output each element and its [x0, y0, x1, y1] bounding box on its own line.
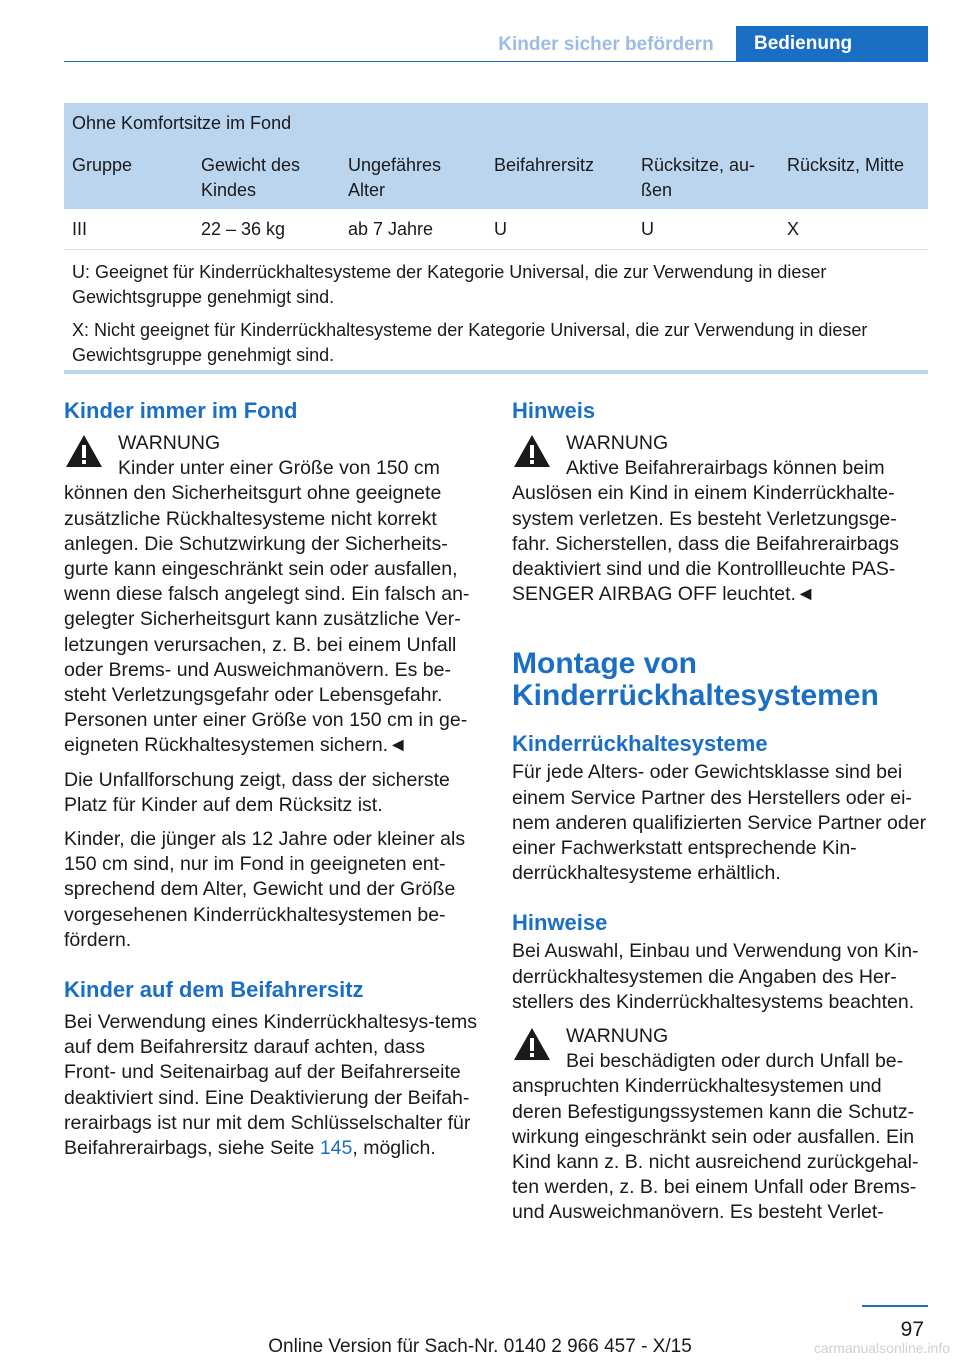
heading-hinweis: Hinweis: [512, 398, 596, 423]
page-reference-link[interactable]: 145: [319, 1137, 353, 1160]
footer-version: Online Version für Sach-Nr. 0140 2 966 457 - X/15: [268, 1336, 692, 1357]
table-caption: Ohne Komfortsitze im Fond: [64, 103, 928, 143]
heading-hinweise: Hinweise: [512, 910, 608, 936]
table-header-cell: Gruppe: [72, 155, 133, 175]
warning-text: Kinder unter einer Größe von 150 cm können den Sicherheitsgurt ohne geeignete zusätzliche Rückhaltesysteme nicht korrekt anlegen. Die Schutzwirkung der Sicherheits-gurte kann eingeschränkt sein oder ausfallen, wenn diese falsch angelegt sind. Ein falsch an-gelegter Sicherheitsgurt kann zusätzliche Ver-letzungen verursachen, z. B. bei einem Unfall oder Brems- und Ausweichmanövern. Es be-steht Verletzungsgefahr oder Lebensgefahr. Personen unter einer Größe von 150 cm in ge-eigneten Rückhaltesystemen sichern.◄: [64, 457, 470, 757]
paragraph: Für jede Alters- oder Gewichtsklasse sind bei einem Service Partner des Herstellers oder ei-nem anderen qualifizierten Service Partner oder einer Fachwerkstatt entsprechende Kin-derrückhaltesysteme erhältlich.: [512, 761, 927, 885]
header-rule: [64, 61, 928, 62]
left-column: [64, 397, 480, 1170]
table-note-u: U: Geeignet für Kinderrückhaltesysteme der Kategorie Universal, die zur Verwendung in dieser Gewichtsgruppe genehmigt sind.: [72, 262, 827, 307]
right-column: [512, 397, 928, 1235]
watermark: carmanualsonline.info: [813, 1340, 950, 1356]
paragraph: Bei Auswahl, Einbau und Verwendung von Kin-derrückhaltesystemen die Angaben des Her-stellers des Kinderrückhaltesystems beachten.: [512, 940, 919, 1013]
table-header-cell: Ungefähres Alter: [348, 155, 442, 200]
warning-block: [512, 1024, 928, 1226]
warning-title: WARNUNG: [118, 432, 221, 454]
warning-text: Bei beschädigten oder durch Unfall be-anspruchten Kinderrückhaltesystemen und deren Befestigungssystemen kann die Schutz-wirkung eingeschränkt sein oder ausfallen. Ein Kind kann z. B. nicht ausreichend zurückgehal-ten werden, z. B. bei einem Unfall oder Brems- und Ausweichmanövern. Es besteht Verlet-: [512, 1050, 919, 1224]
heading-beifahrersitz: Kinder auf dem Beifahrersitz: [64, 977, 364, 1003]
table-notes: [64, 250, 928, 368]
paragraph-text: Bei Verwendung eines Kinderrückhaltesys-tems auf dem Beifahrersitz darauf achten, dass Front- und Seitenairbag auf der Beifahrerseite deaktiviert sind. Eine Deaktivierung der Beifah-rerairbags ist nur mit dem Schlüsselschalter für Beifahrerairbags, siehe Seite: [64, 1011, 477, 1160]
paragraph-text: , möglich.: [352, 1137, 436, 1160]
table-header-cell: Gewicht des Kindes: [201, 155, 301, 200]
paragraph-with-link: [64, 1010, 480, 1161]
warning-text: Aktive Beifahrerairbags können beim Auslösen ein Kind in einem Kinderrückhalte-system verletzen. Es besteht Verletzungsge-fahr. Sicherstellen, dass die Beifahrerairbags deaktiviert sind und die Kontrollleuchte PAS-SENGER AIRBAG OFF leuchtet.◄: [512, 457, 899, 606]
paragraph: Kinder, die jünger als 12 Jahre oder kleiner als 150 cm sind, nur im Fond in geeigneten ent-sprechend dem Alter, Gewicht und der Größe vorgesehenen Kinderrückhaltesystemen be-fördern.: [64, 828, 466, 951]
warning-icon: [64, 433, 104, 469]
table-row: [64, 209, 928, 249]
table-header-cell: Beifahrersitz: [494, 155, 595, 175]
table-cell: U: [494, 219, 507, 239]
heading-kinderrueckhaltesysteme: Kinderrückhaltesysteme: [512, 731, 768, 757]
table-bottom-rule: [64, 370, 928, 374]
table-header-row: [64, 143, 928, 209]
table-cell: U: [641, 219, 654, 239]
warning-title: WARNUNG: [566, 1025, 669, 1048]
warning-block: [64, 431, 480, 759]
table-cell: 22 – 36 kg: [201, 219, 286, 239]
table-header-cell: Rücksitz, Mitte: [787, 155, 905, 175]
page-number: 97: [900, 1318, 924, 1341]
table-note-x: X: Nicht geeignet für Kinderrückhaltesysteme der Kategorie Universal, die zur Verwendung in dieser Gewichtsgruppe genehmigt sind.: [72, 320, 868, 365]
warning-block: [512, 431, 928, 607]
paragraph: Die Unfallforschung zeigt, dass der sicherste Platz für Kinder auf dem Rücksitz ist.: [64, 768, 450, 816]
section-title-montage: Montage von Kinderrückhaltesystemen: [512, 647, 879, 713]
header-chapter-tab: Bedienung: [736, 26, 928, 61]
child-seat-table: [64, 103, 928, 376]
table-cell: III: [72, 219, 88, 239]
warning-icon: [512, 433, 552, 469]
warning-icon: [512, 1026, 552, 1062]
table-header-cell: Rücksitze, au-ßen: [641, 155, 756, 200]
table-cell: X: [787, 219, 800, 239]
warning-title: WARNUNG: [566, 432, 669, 454]
header-section-title: Kinder sicher befördern: [498, 34, 714, 55]
heading-kinder-im-fond: Kinder immer im Fond: [64, 398, 298, 423]
table-cell: ab 7 Jahre: [348, 219, 434, 239]
